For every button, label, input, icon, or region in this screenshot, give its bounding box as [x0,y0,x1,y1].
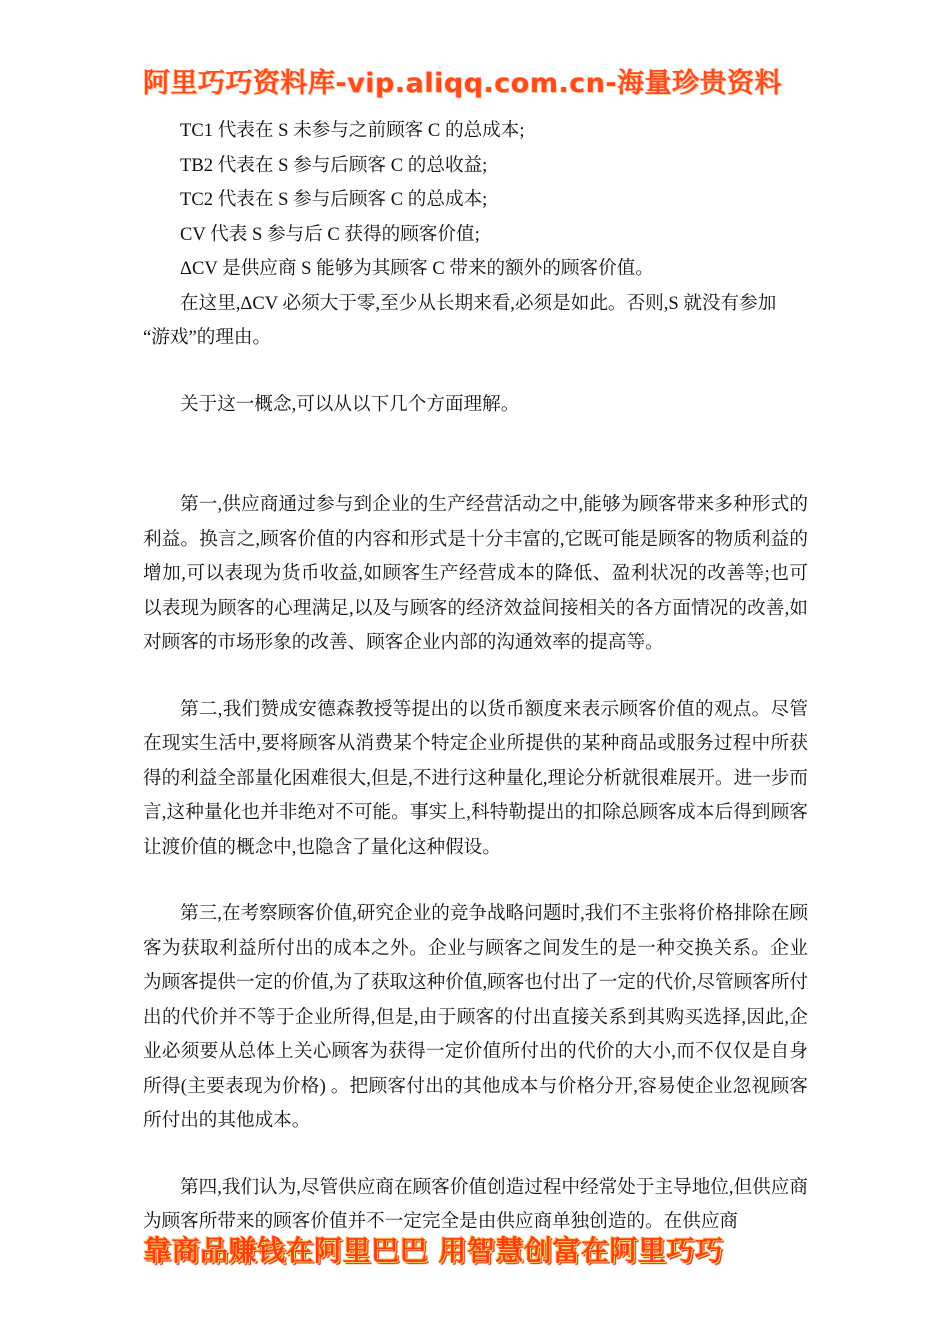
definition-delta-cv: ΔCV 是供应商 S 能够为其顾客 C 带来的额外的顾客价值。 [180,258,654,279]
note-line-1: 在这里,ΔCV 必须大于零,至少从长期来看,必须是如此。否则,S 就没有参加 [180,292,777,314]
definition-cv: CV 代表 S 参与后 C 获得的顾客价值; [180,223,480,245]
definition-tc2: TC2 代表在 S 参与后顾客 C 的总成本; [180,189,488,210]
definition-tc1: TC1 代表在 S 未参与之前顾客 C 的总成本; [180,120,525,141]
paragraph-fourth: 第四,我们认为,尽管供应商在顾客价值创造过程中经常处于主导地位,但供应商为顾客所带来的顾客价值并不一定完全是由供应商单独创造的。在供应商 [143,1176,808,1232]
paragraph-first: 第一,供应商通过参与到企业的生产经营活动之中,能够为顾客带来多种形式的利益。换言之,顾客价值的内容和形式是十分丰富的,它既可能是顾客的物质利益的增加,可以表现为货币收益,如顾客生产经营成本的降低、盈利状况的改善等;也可以表现为顾客的心理满足,以及与顾客的经济效益间接相关的各方面情况的改善,如对顾客的市场形象的改善、顾客企业内部的沟通效率的提高等。 [143,494,808,653]
note-line-2: “游戏”的理由。 [143,327,272,348]
paragraph-second: 第二,我们赞成安德森教授等提出的以货币额度来表示顾客价值的观点。尽管在现实生活中,要将顾客从消费某个特定企业所提供的某种商品或服务过程中所获得的利益全部量化困难很大,但是,不进行这种量化,理论分析就很难展开。进一步而言,这种量化也并非绝对不可能。事实上,科特勒提出的扣除总顾客成本后得到顾客让渡价值的概念中,也隐含了量化这种假设。 [143,698,808,858]
document-body [143,114,808,1240]
definition-tb2: TB2 代表在 S 参与后顾客 C 的总收益; [180,154,488,176]
intro-line: 关于这一概念,可以从以下几个方面理解。 [180,393,520,415]
paragraph-third: 第三,在考察顾客价值,研究企业的竞争战略问题时,我们不主张将价格排除在顾客为获取利益所付出的成本之外。企业与顾客之间发生的是一种交换关系。企业为顾客提供一定的价值,为了获取这种价值,顾客也付出了一定的代价,尽管顾客所付出的代价并不等于企业所得,但是,由于顾客的付出直接关系到其购买选择,因此,企业必须要从总体上关心顾客为获得一定价值所付出的代价的大小,而不仅仅是自身所得(主要表现为价格) 。把顾客付出的其他成本与价格分开,容易使企业忽视顾客所付出的其他成本。 [143,903,808,1131]
footer-banner: 靠商品赚钱在阿里巴巴 用智慧创富在阿里巧巧 [143,1234,724,1267]
header-banner: 阿里巧巧资料库-vip.aliqq.com.cn-海量珍贵资料 [143,68,783,99]
